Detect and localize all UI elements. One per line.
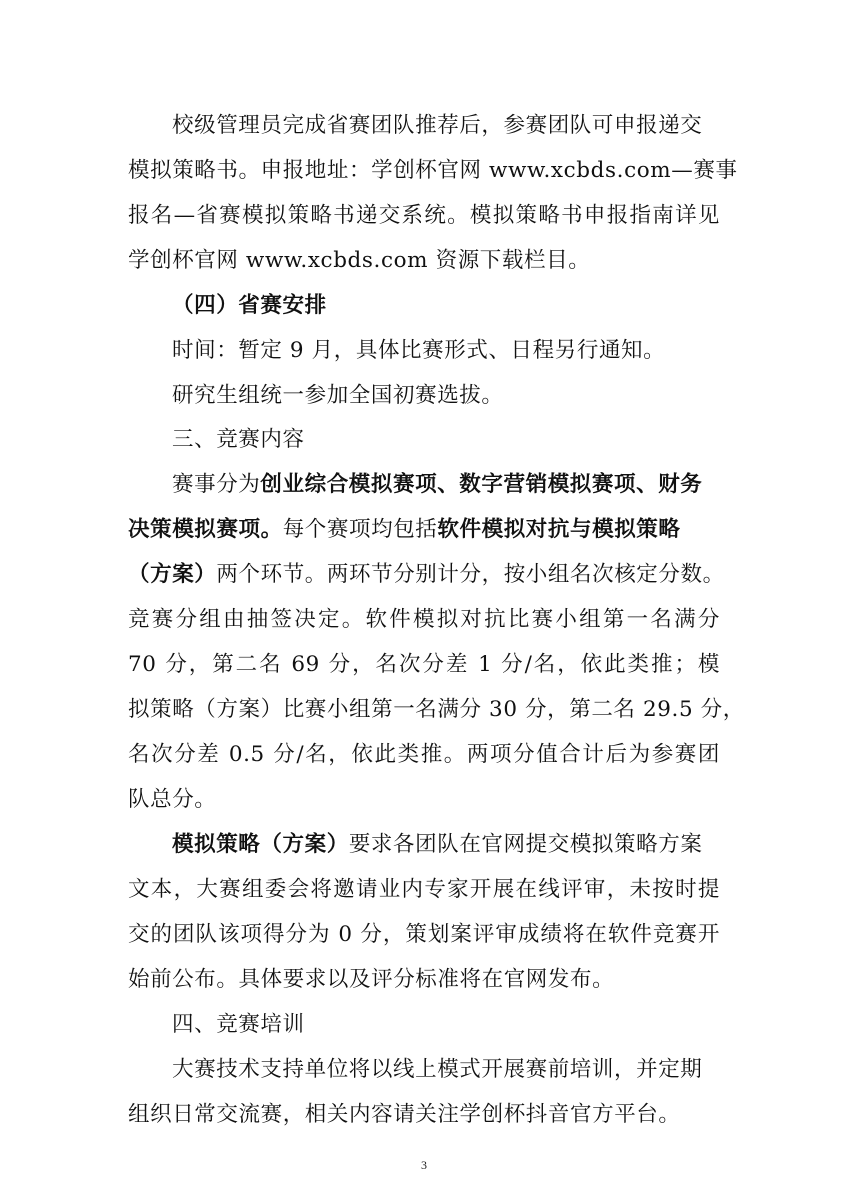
- paragraph-line: 交的团队该项得分为 0 分，策划案评审成绩将在软件竞赛开: [128, 922, 720, 947]
- section-heading: 三、竞赛内容: [172, 427, 305, 452]
- paragraph-line: 大赛技术支持单位将以线上模式开展赛前培训，并定期: [172, 1057, 703, 1082]
- paragraph-line: 70 分，第二名 69 分，名次分差 1 分/名，依此类推；模: [128, 652, 720, 677]
- paragraph-line: 校级管理员完成省赛团队推荐后，参赛团队可申报递交: [172, 113, 703, 138]
- section-heading: （四）省赛安排: [172, 293, 327, 318]
- paragraph-line: 始前公布。具体要求以及评分标准将在官网发布。: [128, 967, 615, 992]
- paragraph-line: 名次分差 0.5 分/名，依此类推。两项分值合计后为参赛团: [128, 742, 720, 767]
- bold-text-run: 软件模拟对抗与模拟策略: [437, 517, 681, 542]
- paragraph-line: 报名—省赛模拟策略书递交系统。模拟策略书申报指南详见: [128, 203, 720, 228]
- text-run: 每个赛项均包括: [282, 517, 438, 542]
- paragraph-line: 时间：暂定 9 月，具体比赛形式、日程另行通知。: [172, 338, 666, 363]
- paragraph-line: 学创杯官网 www.xcbds.com 资源下载栏目。: [128, 248, 591, 273]
- paragraph-line: 队总分。: [128, 787, 217, 812]
- paragraph-line: [172, 465, 702, 505]
- bold-text-run: 模拟策略（方案）: [172, 832, 349, 857]
- text-run: 两个环节。两环节分别计分，按小组名次核定分数。: [216, 562, 725, 587]
- text-run: 要求各团队在官网提交模拟策略方案: [348, 832, 703, 857]
- paragraph-line: [128, 510, 681, 550]
- paragraph-line: 拟策略（方案）比赛小组第一名满分 30 分，第二名 29.5 分，: [128, 697, 745, 722]
- paragraph-line: [172, 825, 702, 865]
- paragraph-line: 组织日常交流赛，相关内容请关注学创杯抖音官方平台。: [128, 1102, 681, 1127]
- bold-text-run: 决策模拟赛项。: [128, 517, 283, 542]
- bold-text-run: 创业综合模拟赛项、数字营销模拟赛项、财务: [260, 472, 703, 497]
- paragraph-line: 研究生组统一参加全国初赛选拔。: [172, 383, 504, 408]
- page-number: 3: [421, 1158, 427, 1172]
- bold-text-run: （方案）: [128, 562, 217, 587]
- paragraph-line: [128, 555, 725, 595]
- paragraph-line: 文本，大赛组委会将邀请业内专家开展在线评审，未按时提: [128, 877, 720, 902]
- section-heading: 四、竞赛培训: [172, 1012, 305, 1037]
- text-run: 赛事分为: [172, 472, 261, 497]
- paragraph-line: 模拟策略书。申报地址：学创杯官网 www.xcbds.com—赛事: [128, 158, 738, 183]
- paragraph-line: 竞赛分组由抽签决定。软件模拟对抗比赛小组第一名满分: [128, 607, 720, 632]
